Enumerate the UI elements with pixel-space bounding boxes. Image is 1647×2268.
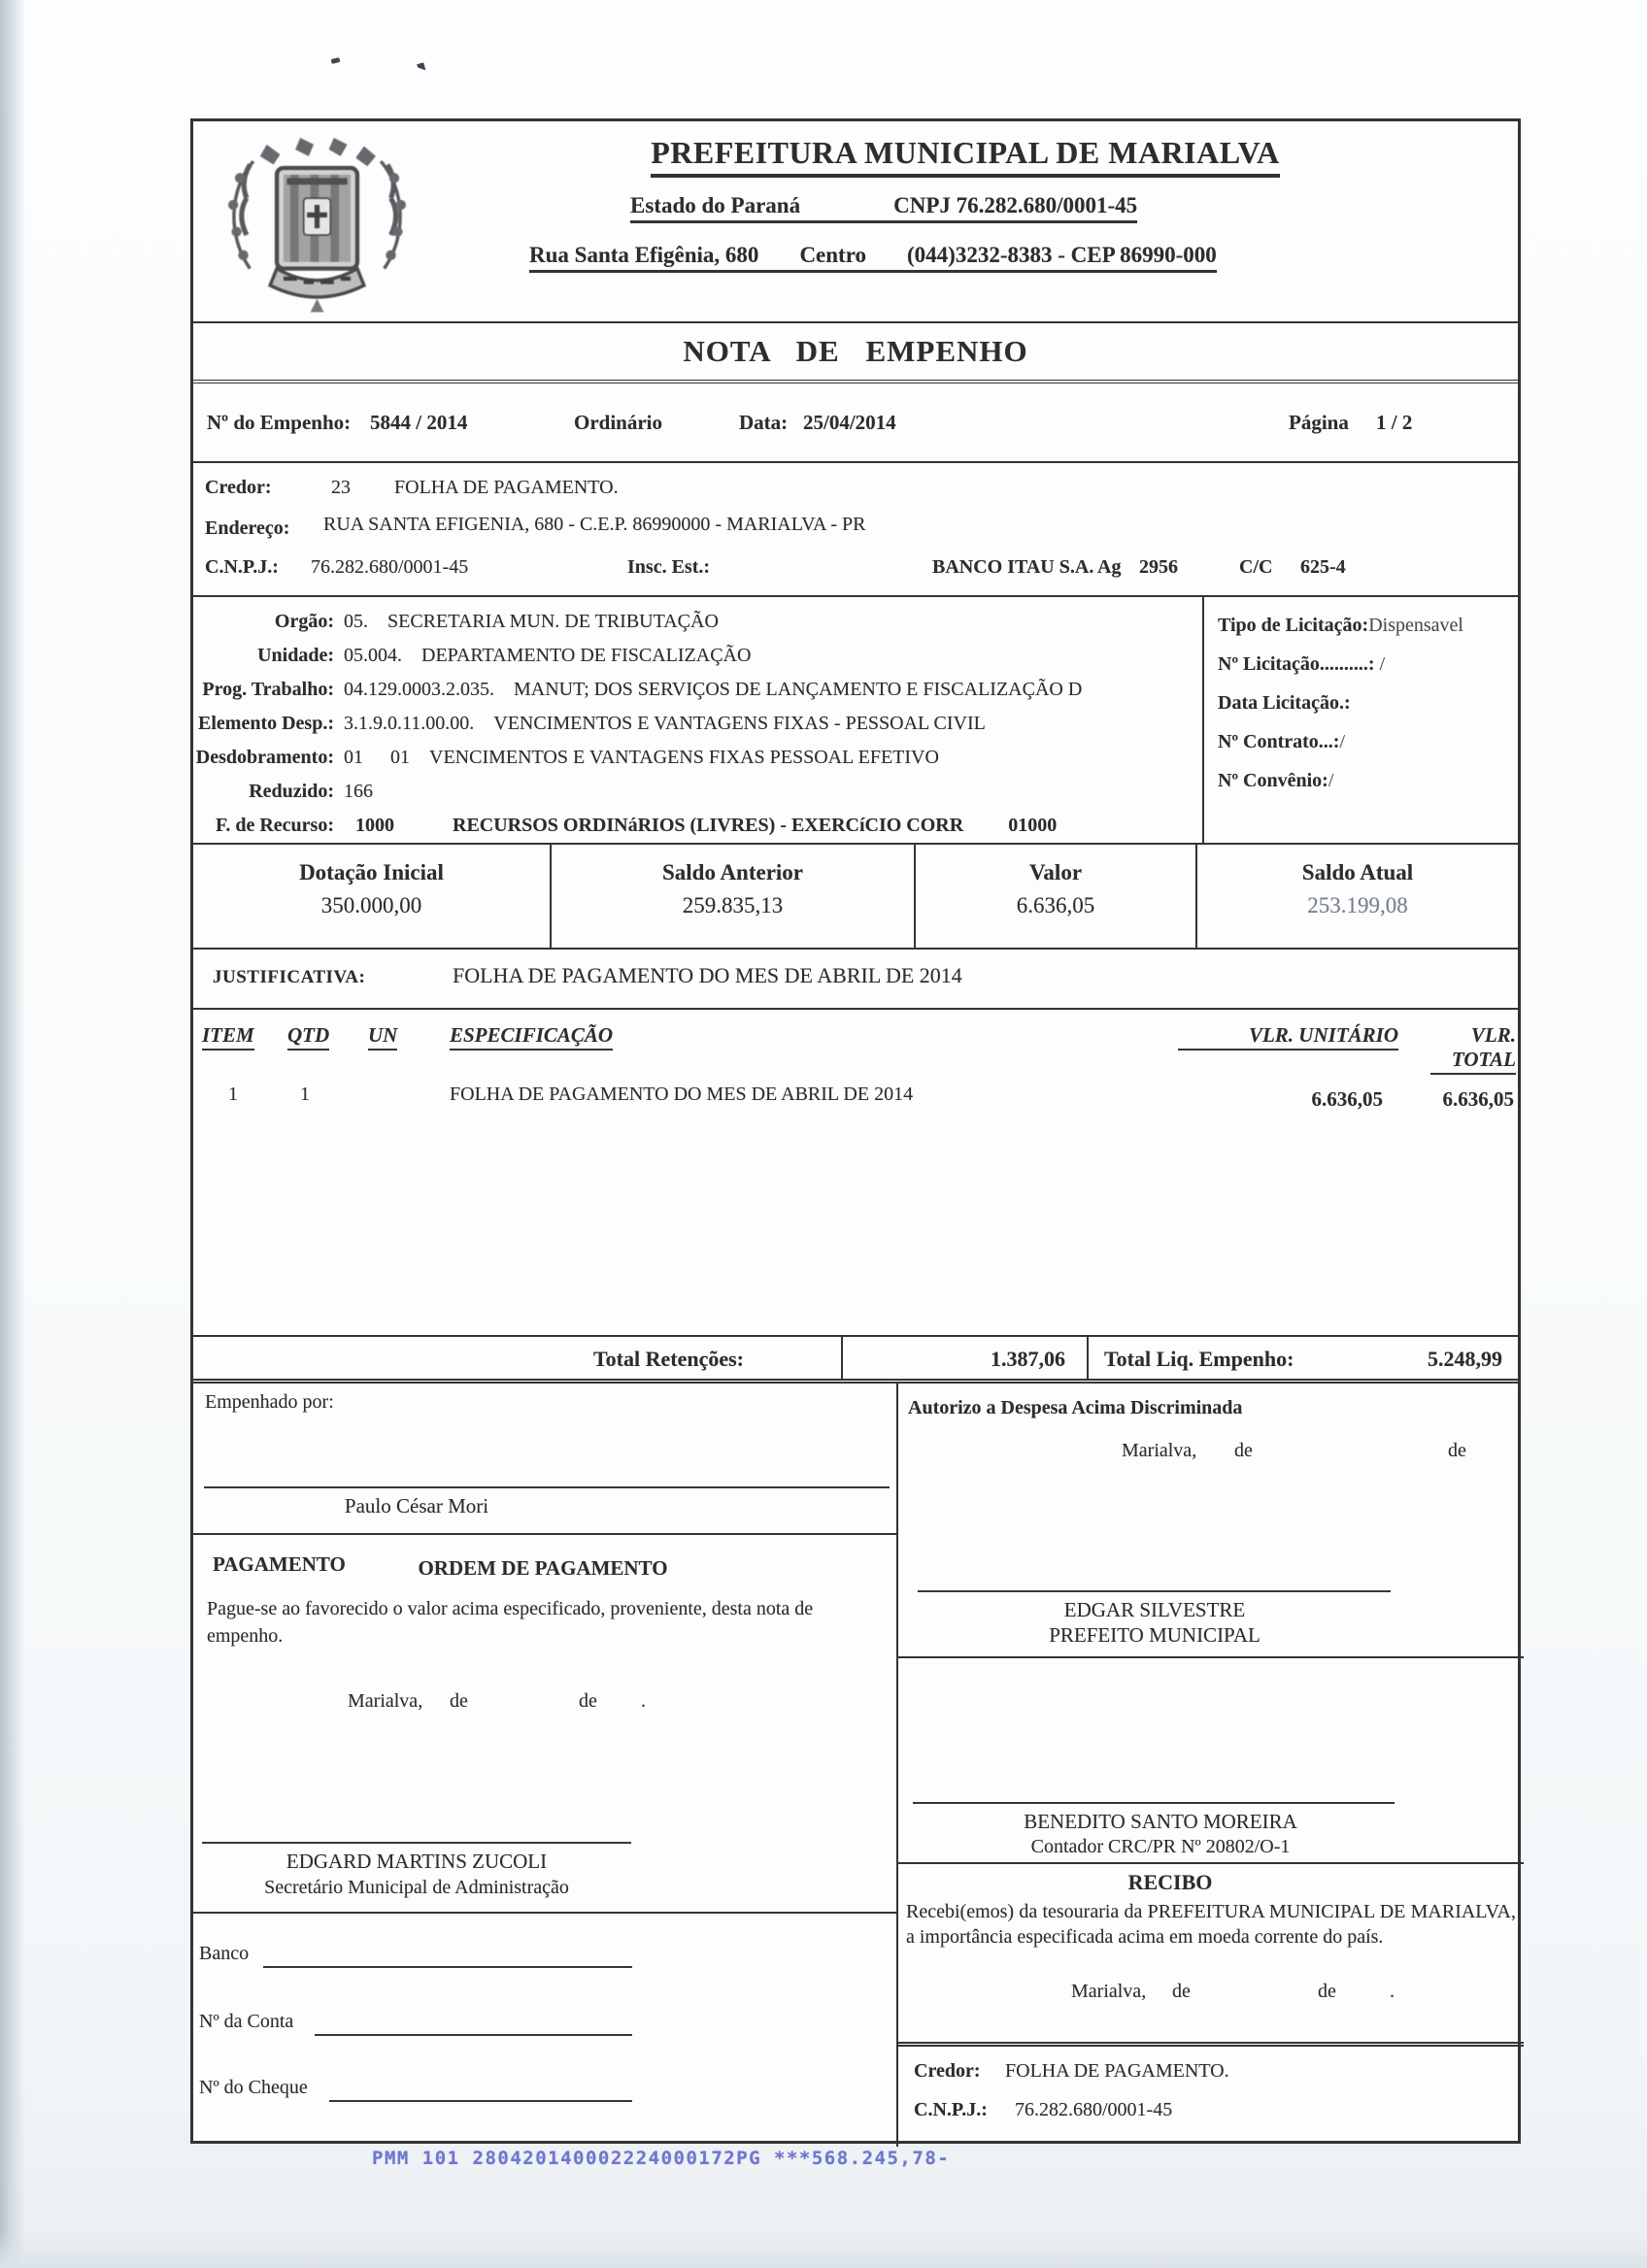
totals-row [193, 1335, 1518, 1384]
de-word: de [1234, 1440, 1253, 1461]
elemento-desp-code: 3.1.9.0.11.00.00. [344, 713, 475, 734]
prog-trabalho-desc: MANUT; DOS SERVIÇOS DE LANÇAMENTO E FISCALIZAÇÃO D [514, 679, 1083, 700]
desdobramento-desc: VENCIMENTOS E VANTAGENS FIXAS PESSOAL EFETIVO [429, 747, 939, 768]
agencia-label: Ag [1097, 556, 1122, 578]
elemento-desp-desc: VENCIMENTOS E VANTAGENS FIXAS - PESSOAL CIVIL [493, 713, 986, 734]
orgao-code: 05. [344, 611, 368, 632]
period-mark: . [641, 1690, 646, 1712]
orgao-desc: SECRETARIA MUN. DE TRIBUTAÇÃO [387, 611, 719, 632]
col-header-qtd: QTD [287, 1023, 329, 1051]
valor-value: 6.636,05 [1016, 893, 1095, 917]
endereco-value: RUA SANTA EFIGENIA, 680 - C.E.P. 86990000 - MARIALVA - PR [323, 514, 866, 535]
orgao-row [193, 605, 1197, 639]
entity-phone-cep: (044)3232-8383 - CEP 86990-000 [907, 243, 1217, 267]
agencia-number: 2956 [1139, 556, 1178, 578]
valor-cell [916, 845, 1197, 948]
prefeito-role: PREFEITO MUNICIPAL [1049, 1623, 1260, 1647]
num-licitacao-label: Nº Licitação..........: [1218, 653, 1375, 675]
footer-cnpj-label: C.N.P.J.: [914, 2099, 988, 2120]
empenhado-signature-line [204, 1486, 890, 1488]
dotacao-inicial-header: Dotação Inicial [299, 860, 444, 884]
nota-de-empenho-form [190, 118, 1521, 2144]
num-contrato-value: / [1339, 731, 1346, 752]
total-liq-empenho-label: Total Liq. Empenho: [1104, 1347, 1294, 1371]
item-vlr-unitario: 6.636,05 [1311, 1087, 1383, 1111]
entity-title: PREFEITURA MUNICIPAL DE MARIALVA [651, 135, 1279, 178]
num-licitacao-value: / [1379, 653, 1386, 675]
recibo-credor-footer [898, 2047, 1524, 2147]
elemento-desp-row [193, 707, 1197, 741]
form-header [193, 121, 1518, 323]
item-vlr-total: 6.636,05 [1442, 1087, 1514, 1111]
pagamento-title: PAGAMENTO [213, 1552, 346, 1576]
empenho-number-row [193, 384, 1518, 463]
data-licitacao-row [1218, 692, 1524, 715]
desdobramento-label: Desdobramento: [195, 747, 334, 768]
conta-corrente-number: 625-4 [1300, 556, 1346, 578]
state-label: Estado do Paraná [630, 193, 801, 217]
item-qtd: 1 [300, 1084, 310, 1105]
num-convenio-label: Nº Convênio: [1218, 770, 1328, 791]
saldo-anterior-header: Saldo Anterior [661, 860, 804, 884]
cnpj-value: 76.282.680/0001-45 [311, 556, 469, 578]
col-header-un: UN [368, 1023, 397, 1051]
prefeito-signature-line [918, 1590, 1391, 1592]
contador-role: Contador CRC/PR Nº 20802/O-1 [1030, 1836, 1291, 1857]
banco-fill-line [263, 1966, 632, 1968]
fonte-recurso-label: F. de Recurso: [215, 815, 334, 836]
desdobramento-code: 01 [344, 747, 363, 768]
secretario-signature-line [202, 1842, 631, 1844]
dotacao-inicial-value: 350.000,00 [320, 893, 422, 917]
contador-signature-line [913, 1802, 1395, 1804]
city-name: Marialva, [1071, 1981, 1147, 2002]
municipal-coat-of-arms-logo [213, 131, 421, 316]
empenhado-signer-name: Paulo César Mori [344, 1494, 489, 1518]
entity-cnpj: CNPJ 76.282.680/0001-45 [893, 193, 1138, 217]
city-name: Marialva, [1122, 1440, 1197, 1461]
prog-trabalho-row [193, 673, 1197, 707]
desdobramento-code2: 01 [390, 747, 410, 768]
orcamento-block [193, 597, 1518, 845]
conta-field-label: Nº da Conta [199, 2011, 294, 2032]
city-name: Marialva, [348, 1690, 423, 1712]
reduzido-label: Reduzido: [249, 781, 334, 802]
credor-label: Credor: [205, 477, 272, 498]
tipo-licitacao-label: Tipo de Licitação: [1218, 615, 1369, 636]
justificativa-label: JUSTIFICATIVA: [213, 967, 366, 987]
saldo-anterior-cell [552, 845, 916, 948]
cnpj-label: C.N.P.J.: [205, 556, 279, 578]
ordem-pagamento-title: ORDEM DE PAGAMENTO [418, 1556, 668, 1580]
right-panel [896, 1384, 1524, 2147]
footer-cnpj-value: 76.282.680/0001-45 [1015, 2099, 1173, 2120]
col-header-vlr-total: VLR. TOTAL [1430, 1023, 1516, 1075]
scan-speck [331, 57, 341, 64]
unidade-code: 05.004. [344, 645, 402, 666]
period-mark: . [1390, 1981, 1395, 2002]
autorizo-box [898, 1384, 1524, 1658]
cheque-fill-line [329, 2100, 632, 2102]
data-licitacao-label: Data Licitação.: [1218, 692, 1351, 714]
num-contrato-row [1218, 731, 1524, 753]
recibo-title: RECIBO [1127, 1870, 1213, 1894]
desdobramento-row [193, 741, 1197, 775]
endereco-label: Endereço: [205, 517, 290, 539]
empenho-number-label: Nº do Empenho: [207, 411, 352, 434]
empenho-date-label: Data: [739, 411, 789, 434]
de-word: de [1172, 1981, 1191, 2002]
unidade-label: Unidade: [257, 645, 334, 666]
prog-trabalho-code: 04.129.0003.2.035. [344, 679, 494, 700]
licitacao-box [1202, 597, 1524, 843]
pagamento-box [193, 1535, 896, 2147]
page-number: 1 / 2 [1376, 411, 1413, 434]
cheque-field-label: Nº do Cheque [199, 2077, 308, 2098]
contador-box [898, 1658, 1524, 1864]
item-especificacao: FOLHA DE PAGAMENTO DO MES DE ABRIL DE 2014 [450, 1084, 914, 1105]
prog-trabalho-label: Prog. Trabalho: [202, 679, 334, 700]
conta-corrente-label: C/C [1239, 556, 1273, 578]
autorizo-title: Autorizo a Despesa Acima Discriminada [908, 1397, 1243, 1418]
dotacao-row [193, 845, 1518, 950]
document-title: NOTA DE EMPENHO [193, 323, 1518, 384]
de-word: de [450, 1690, 468, 1712]
saldo-atual-value: 253.199,08 [1307, 893, 1408, 917]
tipo-licitacao-row [1218, 615, 1524, 637]
fonte-recurso-desc: RECURSOS ORDINáRIOS (LIVRES) - EXERCíCIO CORR [453, 815, 964, 836]
dot-matrix-print-line: PMM 101 280420140002224000172PG ***568.245,78- [372, 2148, 951, 2169]
de-word: de [1448, 1440, 1466, 1461]
scan-speck [416, 60, 428, 70]
num-licitacao-row [1218, 653, 1524, 676]
saldo-anterior-value: 259.835,13 [682, 893, 784, 917]
secretario-name: EDGARD MARTINS ZUCOLI [286, 1850, 548, 1873]
fonte-recurso-extra-code: 01000 [1008, 815, 1058, 836]
de-word: de [1318, 1981, 1336, 2002]
credor-block [193, 463, 1518, 597]
empenhado-box [193, 1384, 896, 1535]
secretario-role: Secretário Municipal de Administração [264, 1877, 569, 1898]
credor-code: 23 [331, 477, 351, 498]
empenhado-por-label: Empenhado por: [205, 1391, 334, 1413]
signatures-section [193, 1384, 1518, 2147]
reduzido-code: 166 [344, 781, 373, 802]
empenho-date: 25/04/2014 [803, 411, 896, 434]
elemento-desp-label: Elemento Desp.: [198, 713, 334, 734]
scanner-edge-shadow [0, 0, 25, 2268]
justificativa-text: FOLHA DE PAGAMENTO DO MES DE ABRIL DE 2014 [453, 963, 962, 987]
valor-header: Valor [1028, 860, 1083, 884]
header-text [485, 135, 1446, 273]
col-header-vlr-unitario: VLR. UNITÁRIO [1178, 1023, 1398, 1051]
scanner-bottom-shadow [0, 2231, 1647, 2268]
footer-credor-label: Credor: [914, 2060, 981, 2082]
saldo-atual-header: Saldo Atual [1301, 860, 1414, 884]
num-contrato-label: Nº Contrato...: [1218, 731, 1340, 752]
fonte-recurso-code: 1000 [355, 815, 394, 836]
left-panel [193, 1384, 896, 2147]
num-convenio-value: / [1328, 770, 1334, 791]
entity-address: Rua Santa Efigênia, 680 [529, 243, 759, 267]
dotacao-inicial-cell [193, 845, 552, 948]
unidade-desc: DEPARTAMENTO DE FISCALIZAÇÃO [421, 645, 752, 666]
recibo-box [898, 1864, 1524, 2047]
total-retencoes-value: 1.387,06 [843, 1337, 1089, 1379]
credor-name: FOLHA DE PAGAMENTO. [394, 477, 619, 498]
ordem-pagamento-text: Pague-se ao favorecido o valor acima especificado, proveniente, desta nota de empenho. [207, 1598, 814, 1647]
recibo-text: Recebi(emos) da tesouraria da PREFEITURA MUNICIPAL DE MARIALVA, a importância especificada acima em moeda corrente do país. [906, 1901, 1516, 1948]
page-label: Página [1289, 411, 1349, 434]
total-retencoes-label: Total Retenções: [193, 1337, 843, 1379]
num-convenio-row [1218, 770, 1524, 792]
items-table [193, 1010, 1518, 1335]
col-header-especificacao: ESPECIFICAÇÃO [450, 1023, 613, 1051]
pagamento-divider [193, 1912, 896, 1914]
orgao-label: Orgão: [274, 611, 334, 632]
contador-name: BENEDITO SANTO MOREIRA [1024, 1810, 1297, 1833]
insc-est-label: Insc. Est.: [627, 556, 711, 578]
footer-credor-value: FOLHA DE PAGAMENTO. [1005, 2060, 1229, 2082]
reduzido-row [193, 775, 1197, 809]
empenho-type: Ordinário [574, 411, 663, 434]
saldo-atual-cell [1197, 845, 1518, 948]
banco-field-label: Banco [199, 1943, 250, 1964]
justificativa-row [193, 950, 1518, 1010]
de-word: de [579, 1690, 597, 1712]
entity-district: Centro [799, 243, 866, 267]
banco-name: BANCO ITAU S.A. [932, 556, 1094, 578]
conta-fill-line [315, 2034, 632, 2036]
item-number: 1 [228, 1084, 238, 1105]
col-header-item: ITEM [202, 1023, 254, 1051]
fonte-recurso-row [193, 809, 1197, 843]
empenho-number: 5844 / 2014 [370, 411, 468, 434]
tipo-licitacao-value: Dispensavel [1368, 615, 1463, 636]
total-liq-empenho-value: 5.248,99 [1428, 1347, 1502, 1371]
prefeito-name: EDGAR SILVESTRE [1063, 1598, 1246, 1621]
unidade-row [193, 639, 1197, 673]
